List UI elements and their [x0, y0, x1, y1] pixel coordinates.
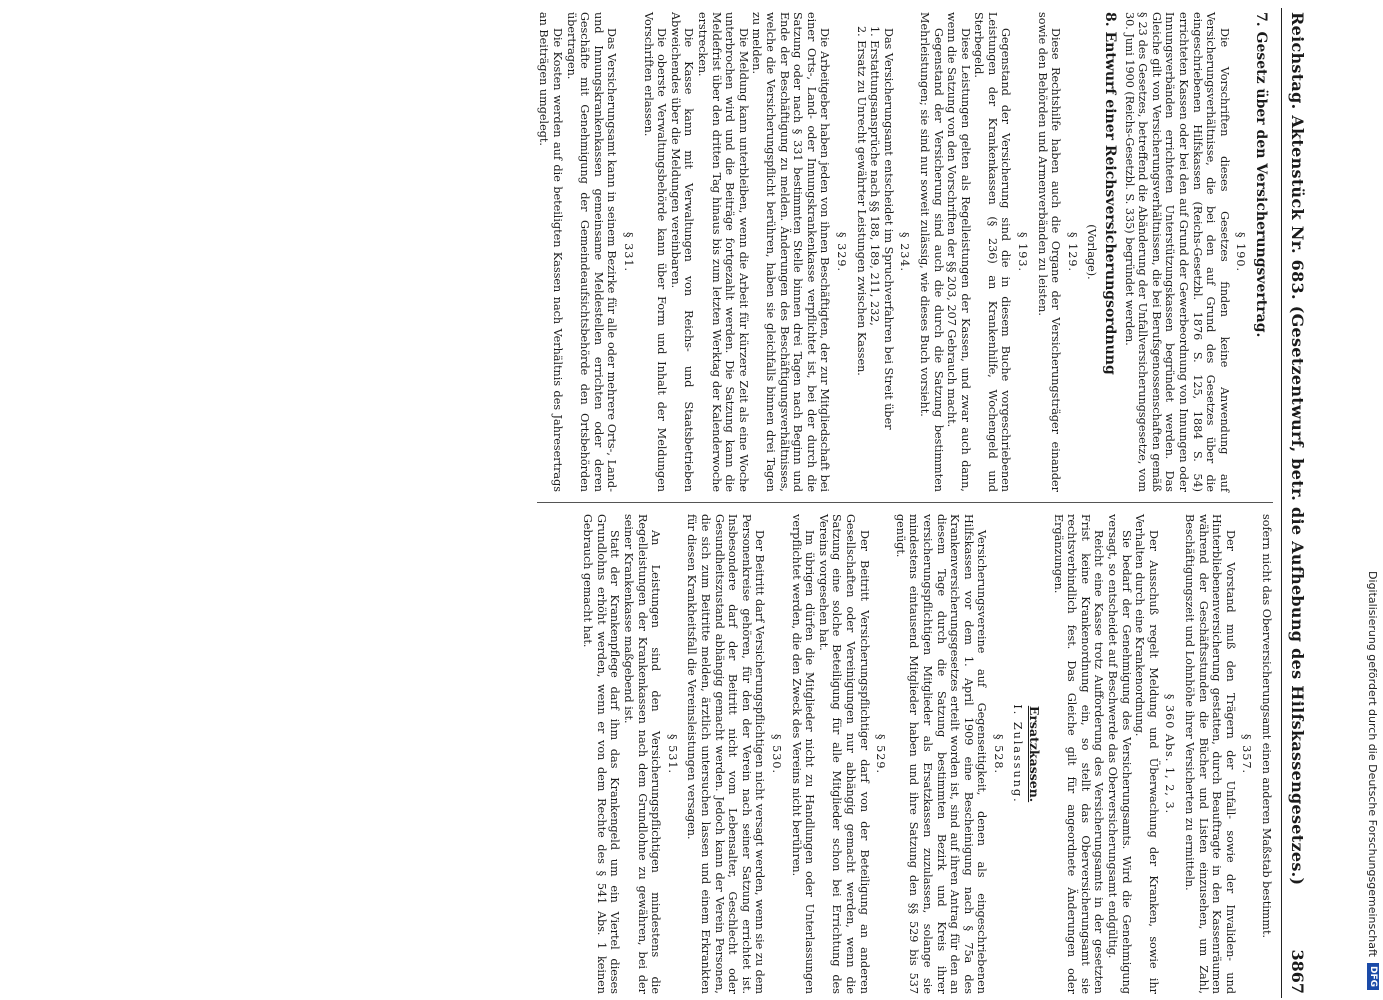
heading-8-sub: (Vorlage). — [1085, 224, 1099, 280]
page-header — [1281, 8, 1309, 998]
paragraph-360-b: Sie bedarf der Genehmigung des Versicherungsamts. Wird die Genehmigung versagt, so entscheidet auf Beschwerde das Oberversicherungsamt endgültig. — [1106, 514, 1133, 994]
heading-zulassung: I. Zulassung. — [1011, 704, 1025, 804]
list-item-234-2: 2. Ersatz zu Unrecht gewährter Leistungen zwischen Kassen. — [854, 26, 868, 376]
paragraph-129: Diese Rechtshilfe haben auch die Organe der Versicherungsträger einander sowie den Behörden und Armenverbänden zu leisten. — [1035, 12, 1063, 492]
section-129: § 129. — [1065, 231, 1079, 273]
paragraph-331-b: Die Kosten werden auf die beteiligten Kassen nach Verhältnis des Jahresertrags an Beiträgen umgelegt. — [537, 12, 565, 492]
heading-8: 8. Entwurf einer Reichsversicherungsordnung — [1102, 12, 1119, 375]
left-column — [537, 8, 1273, 496]
section-329: § 329. — [834, 231, 848, 273]
list-item-234-1: 1. Erstattungsansprüche nach §§ 188, 189, 211, 232, — [868, 26, 882, 326]
paragraph-193-b: Diese Leistungen gelten als Regelleistungen der Kassen, und zwar auch dann, wenn die Satzung von den Vorschriften der §§ 203, 207 Gebrauch macht. — [945, 12, 972, 492]
paragraph-529-b: Im übrigen dürfen die Mitglieder nicht zu Handlungen oder Unterlassungen verpflichtet werden, die den Zweck des Vereins nicht berühren. — [789, 514, 817, 994]
paragraph-continued: sofern nicht das Oberversicherungsamt einen anderen Maßstab bestimmt. — [1260, 514, 1273, 939]
paragraph-360-c: Reicht eine Kasse trotz Aufforderung des Versicherungsamts in der gesetzten Frist keine Krankenordnung ein, so stellt das Oberversicherungsamt sie rechtsverbindlich fest. Das Gleiche gilt für angeordnete Änderungen oder Ergänzungen. — [1051, 514, 1106, 994]
paragraph-329-a: Die Arbeitgeber haben jeden von ihnen Beschäftigten, der zur Mitgliedschaft bei einer Orts-, Land- oder Innungskrankenkasse verpflichtet ist, bei der durch die Satzung oder nach § 331 bestimmten Stelle binnen drei Tagen nach Beginn und Ende der Beschäftigung zu melden. Änderungen des Beschäftigungsverhältnisses, welche die Versicherungspflicht berühren, haben sie gleichfalls binnen drei Tagen zu melden. — [750, 12, 832, 492]
column-divider — [537, 502, 1273, 503]
text-columns — [537, 8, 1273, 998]
section-528: § 528. — [991, 733, 1005, 775]
page-number: 3867 — [1288, 949, 1307, 994]
section-360: § 360 Abs. 1, 2, 3. — [1163, 693, 1177, 815]
section-331: § 331. — [622, 231, 636, 273]
section-357: § 357. — [1240, 733, 1254, 775]
section-530: § 530. — [770, 733, 783, 775]
paragraph-360-a: Der Ausschuß regelt Meldung und Überwachung der Kranken, sowie ihr Verhalten durch eine Krankenordnung. — [1133, 514, 1160, 994]
paragraph-329-b: Die Meldung kann unterbleiben, wenn die Arbeit für kürzere Zeit als eine Woche unterbrochen wird und die Beiträge fortgezahlt werden. Die Satzung kann die Meldefrist über den dritten Tag hinaus bis zum letzten Werktag der Kalenderwoche erstrecken. — [696, 12, 750, 492]
section-531: § 531. — [665, 733, 679, 775]
page-title: Reichstag. Aktenstück Nr. 683. (Gesetzentwurf, betr. die Aufhebung des Hilfskassengesetzes.) — [1288, 12, 1307, 886]
paragraph-329-c: Die Kasse kann mit Verwaltungen von Reichs- und Staatsbetrieben Abweichendes über die Meldungen vereinbaren. — [668, 12, 696, 492]
paragraph-193-a: Gegenstand der Versicherung sind die in diesem Buche vorgeschriebenen Leistungen der Krankenkassen (§ 236) an Krankenhilfe, Wochengeld und Sterbegeld. — [972, 12, 1013, 492]
paragraph-530: Der Beitritt darf Versicherungspflichtigen nicht versagt werden, wenn sie zu dem Personenkreise gehören, für den der Verein nach seiner Satzung errichtet ist. Insbesondere darf der Beitritt nicht vom Lebensalter, Geschlecht oder Gesundheitszustand abhängig gemacht werden. Jedoch kann der Verein Personen, die sich zum Beitritte melden, ärztlich untersuchen lassen und einem Erkrankten für diesen Krankheitsfall die Vereinsleistungen versagen. — [685, 514, 767, 994]
section-190: § 190. — [1234, 231, 1248, 273]
footer-credit-text: Digitalisierung gefördert durch die Deutsche Forschungsgemeinschaft — [1366, 571, 1380, 957]
section-193: § 193. — [1016, 231, 1030, 273]
paragraph-331-a: Das Versicherungsamt kann in seinem Bezirke für alle oder mehrere Orts-, Land- und Innungskrankenkassen gemeinsame Meldestellen errichten oder deren Geschäfte mit Genehmigung der Gemeindeaufsichtsbehörde den Ortsbehörden übertragen. — [564, 12, 619, 492]
paragraph-234: Das Versicherungsamt entscheidet im Spruchverfahren bei Streit über — [881, 28, 895, 430]
dfg-logo: DFG — [1367, 963, 1379, 990]
heading-7: 7. Gesetz über den Versicherungsvertrag. — [1253, 12, 1269, 338]
section-234: § 234. — [898, 231, 912, 273]
paragraph-329-d: Die oberste Verwaltungsbehörde kann über Form und Inhalt der Meldungen Vorschriften erlassen. — [641, 12, 669, 492]
paragraph-528: Versicherungsvereine auf Gegenseitigkeit, denen als eingeschriebenen Hilfskassen vor dem 1. April 1909 eine Bescheinigung nach § 75a des Krankenversicherungsgesetzes erteilt worden ist, sind auf ihren Antrag für den an diesem Tage durch die Satzung bestimmten Bezirk und Kreis ihrer versicherungspflichtigen Mitglieder als Ersatzkassen zuzulassen, solange sie mindestens eintausend Mitglieder haben und ihre Satzung den §§ 529 bis 537 genügt. — [893, 514, 989, 994]
paragraph-531-b: Statt der Krankenpflege darf ihm das Krankengeld um ein Viertel dieses Grundlohns erhöht werden, wenn er von dem Rechte des § 541 Abs. 1 keinen Gebrauch gemacht hat. — [581, 514, 622, 994]
paragraph-529-a: Der Beitritt Versicherungspflichtiger darf von der Beteiligung an anderen Gesellschaften oder Vereinigungen nur abhängig gemacht werden, wenn die Satzung eine solche Beteiligung für alle Mitglieder schon bei Errichtung des Vereins vorgesehen hat. — [816, 514, 871, 994]
heading-ersatzkassen: Ersatzkassen. — [1027, 705, 1043, 803]
section-529: § 529. — [874, 733, 888, 775]
right-column — [537, 510, 1273, 998]
paragraph-193-c: Gegenstand der Versicherung sind auch die durch die Satzung bestimmten Mehrleistungen; sie sind nur soweit zulässig, wie dieses Buch vorsieht. — [917, 12, 945, 492]
paragraph-357: Der Vorstand muß den Trägern der Unfall- sowie der Invaliden- und Hinterbliebenenversicherung gestatten, durch Beauftragte in den Kassenräumen während der Geschäftsstunden die Bücher und Listen einzusehen, um Zahl, Beschäftigungszeit und Lohnhöhe ihrer Versicherten zu ermitteln. — [1183, 514, 1237, 994]
paragraph-531-a: An Leistungen sind den Versicherungspflichtigen mindestens die Regelleistungen der Krankenkassen nach dem Grundlohne zu gewähren, bei der seiner Krankenkasse maßgebend ist. — [622, 514, 663, 994]
paragraph-190: Die Vorschriften dieses Gesetzes finden keine Anwendung auf Versicherungsverhältnisse, die bei den auf Grund des Gesetzes über die eingeschriebenen Hilfskassen (Reichs-Gesetzbl. 1876 S. 125, 1884 S. 54) errichteten Kassen oder bei den auf Grund der Gewerbeordnung von Innungen oder Innungsverbänden errichteten Unterstützungskassen begründet werden. Das Gleiche gilt von Versicherungsverhältnissen, die bei Berufsgenossenschaften gemäß § 23 des Gesetzes, betreffend die Abänderung der Unfallversicherungsgesetze, vom 30. Juni 1900 (Reichs-Gesetzbl. S. 335) begründet werden. — [1122, 12, 1231, 492]
document-page — [9, 8, 1309, 998]
digitization-footer — [1363, 0, 1383, 1000]
